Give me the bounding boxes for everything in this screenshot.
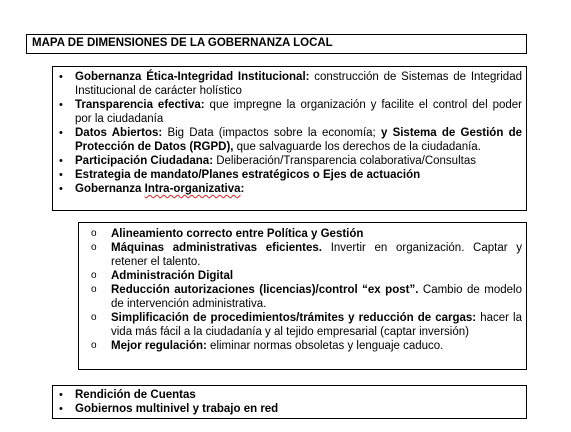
list-item (59, 154, 522, 168)
item-heading: Gobiernos multinivel y trabajo en red (75, 403, 279, 415)
main-dimensions-box (52, 66, 527, 211)
item-heading: Alineamiento correcto entre Política y Gestión (111, 228, 364, 240)
circle-bullet-icon: o (91, 242, 97, 253)
list-item (59, 182, 522, 196)
item-heading: Mejor regulación: (111, 340, 207, 352)
item-heading: Gobernanza Ética-Integridad Institucional: (75, 71, 310, 83)
list-item (59, 98, 522, 126)
bullet-icon: • (59, 99, 63, 111)
item-text: que impregne la organización y facilite el control del poder por la ciudadanía (75, 99, 522, 125)
item-heading: Rendición de Cuentas (75, 389, 196, 401)
spellcheck-underlined-word: Intra-organizativa (144, 183, 241, 195)
item-heading: Gobernanza (75, 183, 145, 195)
list-item (91, 269, 522, 283)
item-text: hacer la vida más fácil a la ciudadanía y al tejido empresarial (captar inversión) (111, 312, 523, 338)
item-text: Deliberación/Transparencia colaborativa/Consultas (213, 155, 476, 167)
list-item (59, 168, 522, 182)
bullet-icon: • (59, 155, 63, 167)
item-heading-2: y Sistema de Gestión de Protección de Datos (RGPD), (75, 127, 522, 153)
bullet-icon: • (59, 389, 63, 401)
bullet-icon: • (59, 127, 63, 139)
list-item (59, 388, 522, 402)
item-heading: Participación Ciudadana: (75, 155, 214, 167)
list-item (91, 339, 522, 353)
list-item (59, 402, 522, 416)
circle-bullet-icon: o (91, 270, 97, 281)
item-text: Cambio de modelo de intervención administrativa. (111, 284, 522, 310)
circle-bullet-icon: o (91, 228, 97, 239)
item-text-2: que salvaguarde los derechos de la ciudadanía. (233, 141, 481, 153)
accountability-list (53, 386, 526, 416)
circle-bullet-icon: o (91, 312, 97, 323)
list-item (91, 311, 523, 339)
item-colon: : (240, 183, 245, 195)
bullet-icon: • (59, 71, 63, 83)
accountability-box (52, 385, 527, 419)
title-box (26, 34, 527, 54)
list-item (91, 241, 522, 269)
item-heading: Transparencia efectiva: (75, 99, 205, 111)
list-item (91, 283, 522, 311)
item-text: Big Data (impactos sobre la economía; (162, 127, 376, 139)
list-item (59, 70, 522, 98)
item-heading: Reducción autorizaciones (licencias)/control “ex post”. (111, 284, 419, 296)
item-text: eliminar normas obsoletas y lenguaje caduco. (206, 340, 444, 352)
list-item (59, 126, 522, 154)
item-text: Invertir en organización. Captar y retener el talento. (111, 242, 522, 268)
item-heading: Datos Abiertos: (75, 127, 163, 139)
circle-bullet-icon: o (91, 284, 97, 295)
bullet-icon: • (59, 183, 63, 195)
document-title: MAPA DE DIMENSIONES DE LA GOBERNANZA LOCAL (32, 37, 333, 49)
item-text: construcción de Sistemas de Integridad Institucional de carácter holístico (75, 71, 522, 97)
item-heading: Administración Digital (111, 270, 234, 282)
item-heading: Máquinas administrativas eficientes. (111, 242, 323, 254)
bullet-icon: • (59, 403, 63, 415)
circle-bullet-icon: o (91, 340, 97, 351)
intra-organizational-box (78, 222, 527, 370)
intra-organizational-list (79, 223, 526, 353)
item-heading: Estrategia de mandato/Planes estratégicos o Ejes de actuación (75, 169, 421, 181)
list-item (91, 227, 522, 241)
item-heading: Simplificación de procedimientos/trámites y reducción de cargas: (111, 312, 477, 324)
main-dimensions-list (53, 67, 526, 196)
bullet-icon: • (59, 169, 63, 181)
